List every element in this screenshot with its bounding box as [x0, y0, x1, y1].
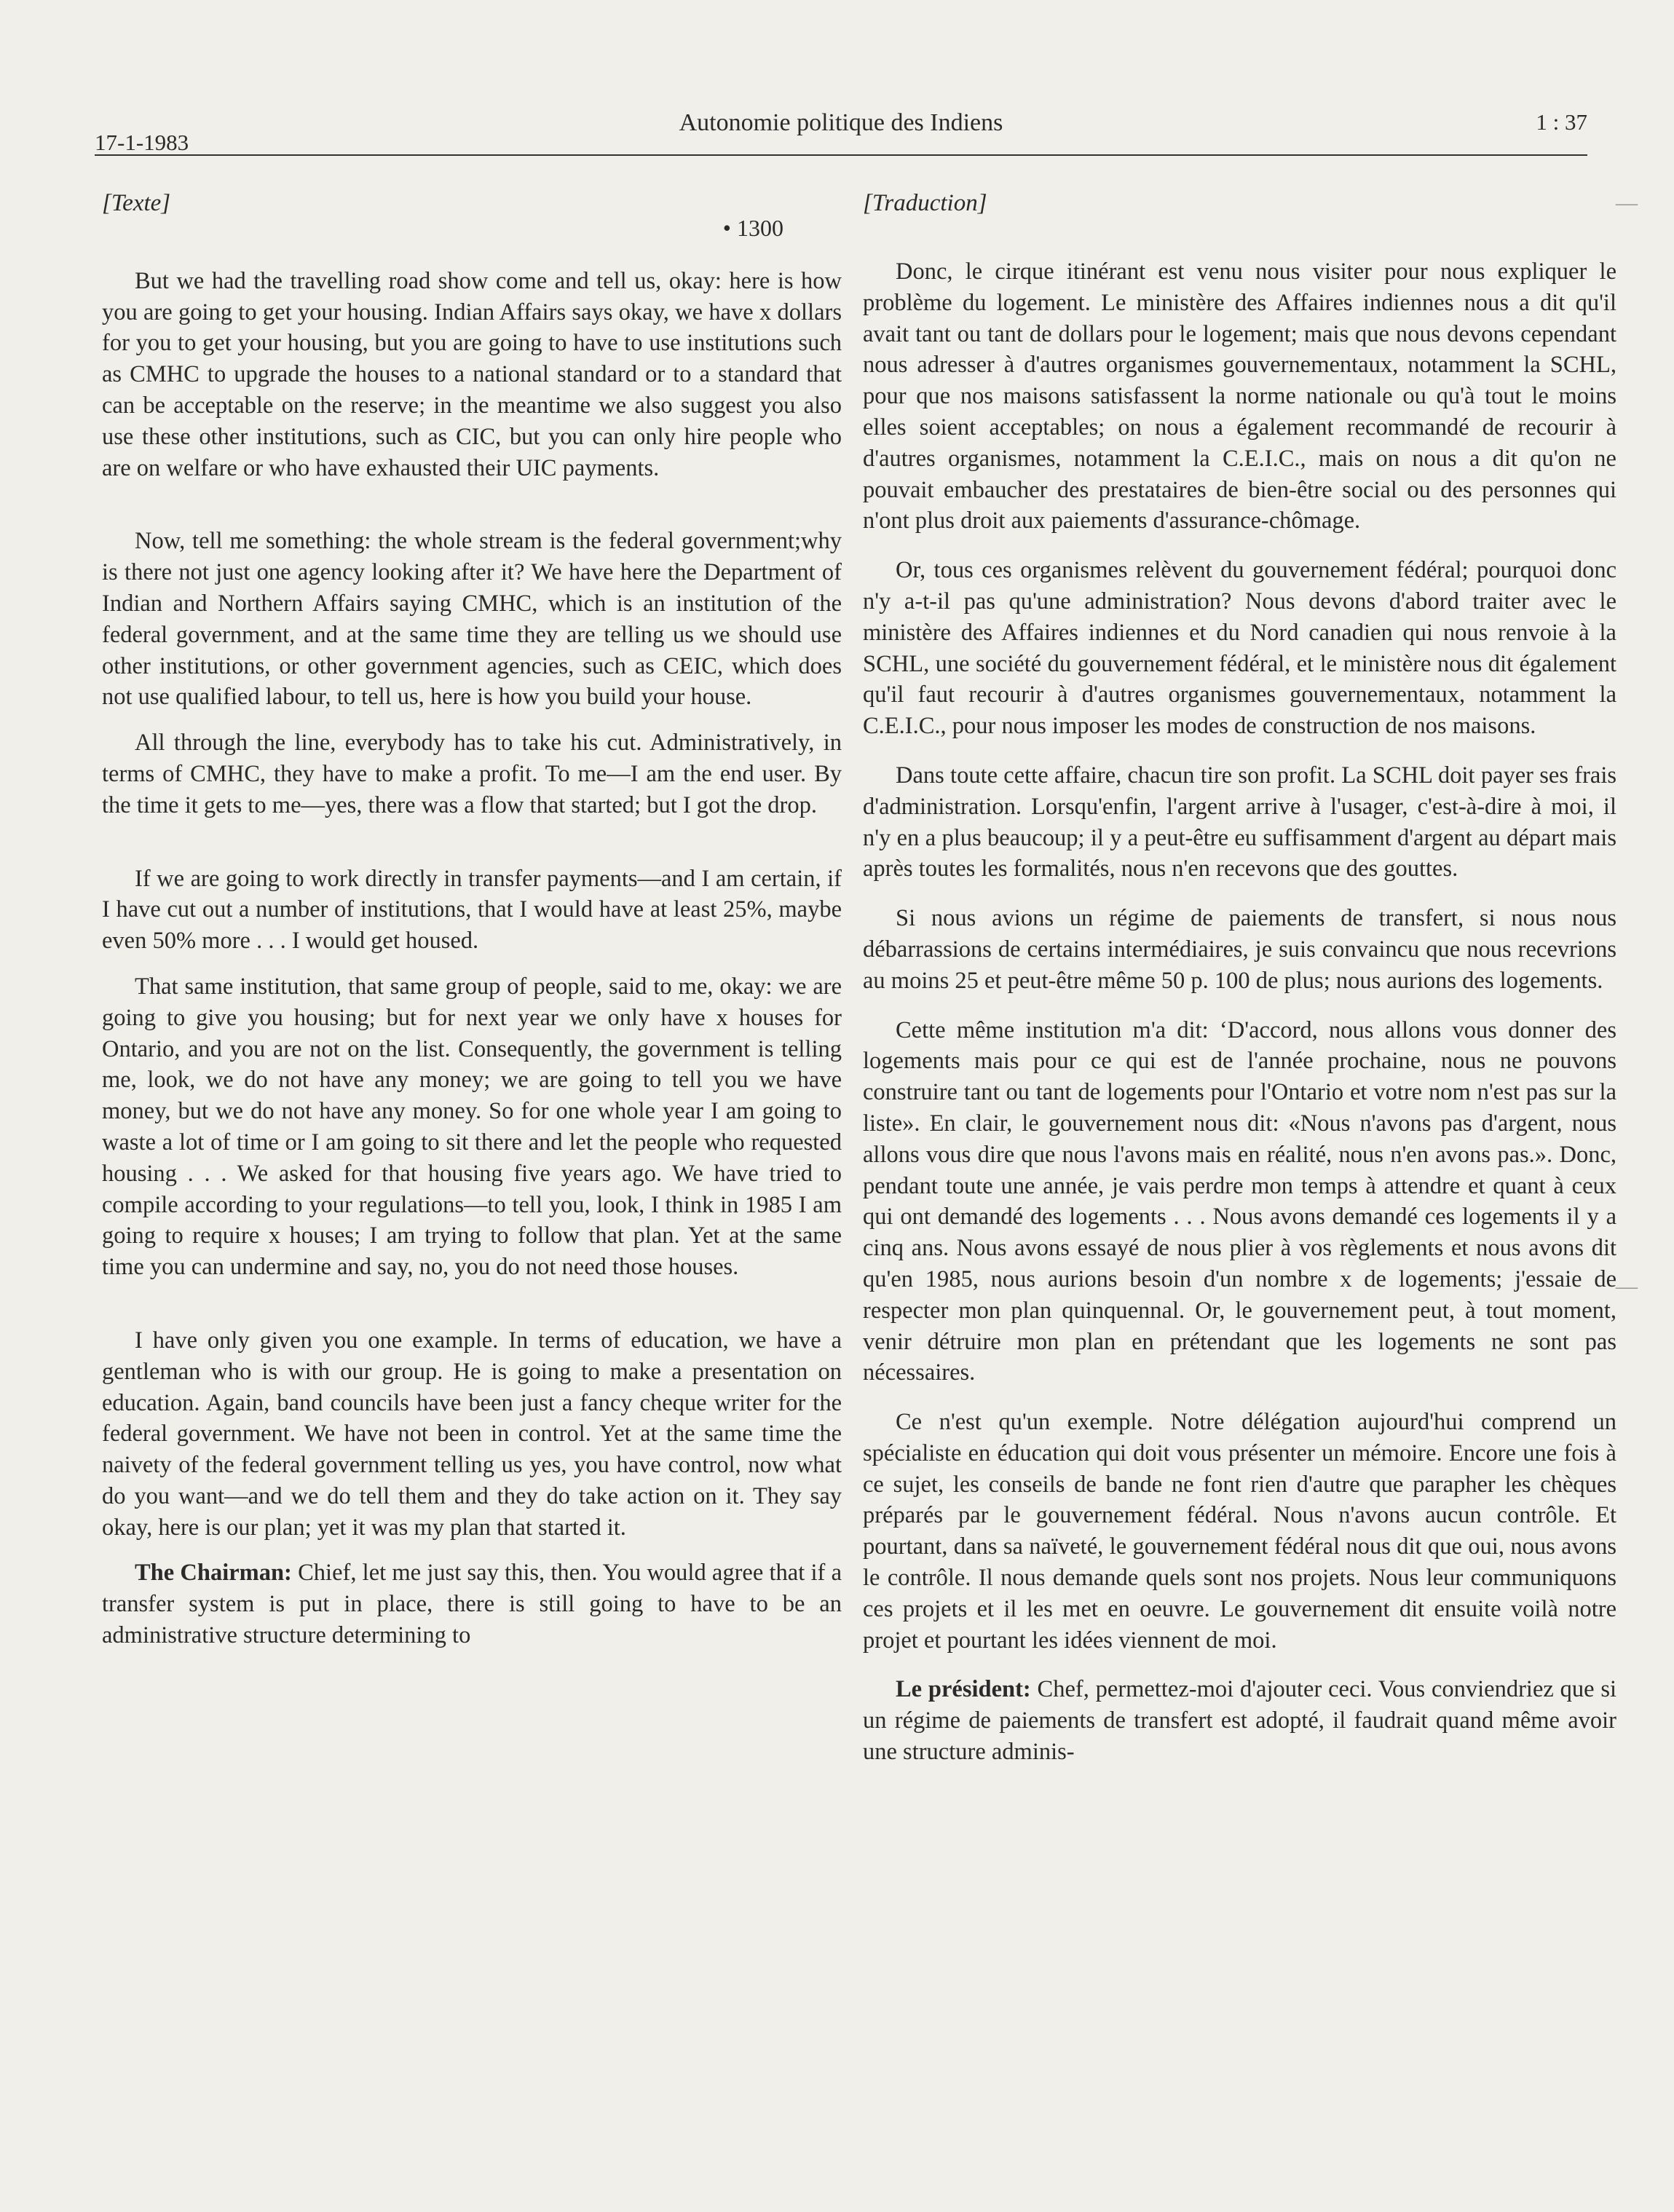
header-page-number: 1 : 37 — [1536, 109, 1587, 135]
paragraph: Cette même institution m'a dit: ‘D'accord, nous allons vous donner des logements mais pour ce qui est de l'année prochaine, nous ne pouvons construire tant ou tant de logements pour l'Ontario et votre nom n'est pas sur la liste». En clair, le gouvernement nous dit: «Nous n'avons pas d'argent, nous allons vous dire que nous l'avons mais en réalité, nous n'en avons pas.». Donc, pendant toute une année, je vais perdre mon temps à attendre et quant à ceux qui ont demandé des logements . . . Nous avons demandé ces logements il y a cinq ans. Nous avons essayé de nous plier à vos règlements et nous avons dit qu'en 1985, nous aurions besoin d'un nombre x de logements; j'essaie de respecter mon plan quinquennal. Or, le gouvernement peut, à tout moment, venir détruire mon plan en prétendant que les logements ne sont pas nécessaires. — [863, 1016, 1616, 1386]
paragraph-chairman — [102, 1557, 842, 1651]
section-label-texte: [Texte] — [102, 190, 171, 216]
paragraph: Si nous avions un régime de paiements de transfert, si nous nous débarrassions de certains intermédiaires, je suis convaincu que nous recevrions au moins 25 et peut-être même 50 p. 100 de plus; nous aurions des logements. — [863, 905, 1616, 994]
paragraph-president — [863, 1674, 1616, 1767]
header-title: Autonomie politique des Indiens — [679, 109, 1003, 136]
paragraph: Ce n'est qu'un exemple. Notre délégation aujourd'hui comprend un spécialiste en éducation qui doit vous présenter un mémoire. Encore une fois à ce sujet, les conseils de bande ne font rien d'autre que parapher les chèques préparés par le gouvernement fédéral. Nous n'avons aucun contrôle. Et pourtant, dans sa naïveté, le gouvernement fédéral nous dit que oui, nous avons le contrôle. Il nous demande quels sont nos projets. Nous leur communiquons ces projets et il les met en oeuvre. Le gouvernement dit ensuite voilà notre projet et pourtant les idées viennent de moi. — [863, 1409, 1616, 1654]
french-column — [863, 188, 1616, 1786]
margin-mark: — — [1616, 1274, 1638, 1298]
paragraph: If we are going to work directly in transfer payments—and I am certain, if I have cut out a number of institutions, that I would have at least 25%, maybe even 50% more . . . I would get housed. — [102, 865, 842, 955]
time-marker: • 1300 — [722, 215, 783, 241]
speech-text: Chief, let me just say this, then. You would agree that if a transfer system is put in place, there is still going to have to be an administrative structure determining to — [102, 1560, 842, 1649]
paragraph: But we had the travelling road show come and tell us, okay: here is how you are going to get your housing. Indian Affairs says okay, we have x dollars for you to get your housing, but you are going to have to use institutions such as CMHC to upgrade the houses to a national standard or to a standard that can be acceptable on the reserve; in the meantime we also suggest you also use these other institutions, such as CIC, but you can only hire people who are on welfare or who have exhausted their UIC payments. — [102, 267, 842, 481]
speaker-name: Le président: — [896, 1676, 1031, 1703]
header-date: 17-1-1983 — [95, 130, 189, 155]
paragraph: All through the line, everybody has to take his cut. Administratively, in terms of CMHC, they have to make a profit. To me—I am the end user. By the time it gets to me—yes, there was a flow that started; but I got the drop. — [102, 730, 842, 818]
margin-mark: — — [1616, 191, 1638, 215]
page-header — [95, 109, 1587, 153]
paragraph: Donc, le cirque itinérant est venu nous visiter pour nous expliquer le problème du logement. Le ministère des Affaires indiennes nous a dit qu'il avait tant ou tant de dollars pour le logement; mais que nous devons cependant nous adresser à d'autres organismes gouvernementaux, notamment la SCHL, pour que nos maisons satisfassent la norme nationale ou qu'à tout le moins elles soient acceptables; on nous a également recommandé de recourir à d'autres organismes, notamment la C.E.I.C., mais on nous a dit qu'on ne pouvait embaucher des prestataires de bien-être social ou des personnes qui n'ont plus droit aux paiements d'assurance-chômage. — [863, 258, 1616, 534]
english-column — [102, 188, 842, 1666]
paragraph: I have only given you one example. In terms of education, we have a gentleman who is with our group. He is going to make a presentation on education. Again, band councils have been just a fancy cheque writer for the federal government. We have not been in control. Yet at the same time the naivety of the federal government telling us yes, you have control, now what do you want—and we do tell them and they do take action on it. They say okay, here is our plan; yet it was my plan that started it. — [102, 1327, 842, 1541]
speech-text: Chef, permettez-moi d'ajouter ceci. Vous conviendriez que si un régime de paiements de transfert est adopté, il faudrait quand même avoir une structure adminis- — [863, 1676, 1616, 1766]
header-rule — [95, 154, 1587, 156]
section-label-traduction: [Traduction] — [863, 190, 987, 216]
paragraph: Or, tous ces organismes relèvent du gouvernement fédéral; pourquoi donc n'y a-t-il pas qu'une administration? Nous devons d'abord traiter avec le ministère des Affaires indiennes et du Nord canadien qui nous renvoie à la SCHL, une société du gouvernement fédéral, et le ministère nous dit également qu'il faut recourir à d'autres organismes gouvernementaux, notamment la C.E.I.C., pour nous imposer les modes de construction de nos maisons. — [863, 557, 1616, 740]
paragraph: Dans toute cette affaire, chacun tire son profit. La SCHL doit payer ses frais d'administration. Lorsqu'enfin, l'argent arrive à l'usager, c'est-à-dire à moi, il n'y en a plus beaucoup; il y a peut-être eu suffisamment d'argent au départ mais après toutes les formalités, nous n'en recevons que des gouttes. — [863, 762, 1616, 882]
paragraph: Now, tell me something: the whole stream is the federal government;why is there not just one agency looking after it? We have here the Department of Indian and Northern Affairs saying CMHC, which is an institution of the federal government, and at the same time they are telling us we should use other institutions, or other government agencies, such as CEIC, which does not use qualified labour, to tell us, here is how you build your house. — [102, 528, 842, 711]
speaker-name: The Chairman: — [135, 1560, 292, 1587]
paragraph: That same institution, that same group of people, said to me, okay: we are going to give you housing; but for next year we only have x houses for Ontario, and you are not on the list. Consequently, the government is telling me, look, we do not have any money; we are going to tell you we have money, but we do not have any money. So for one whole year I am going to waste a lot of time or I am going to sit there and let the people who requested housing . . . We asked for that housing five years ago. We have tried to compile according to your regulations—to tell you, look, I think in 1985 I am going to require x houses; I am trying to follow that plan. Yet at the same time you can undermine and say, no, you do not need those houses. — [102, 973, 842, 1281]
